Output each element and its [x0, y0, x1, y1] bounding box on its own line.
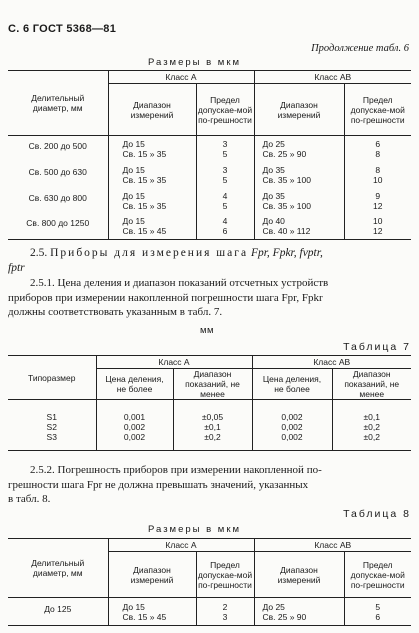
table6-range-a-line: Св. 15 » 35 [122, 174, 167, 185]
section-2-5-symbol-fptr: fptr [8, 261, 25, 274]
table6-diameter-cell: Св. 500 до 630 [28, 166, 87, 177]
paragraph-2-5-1-line: 2.5.1. Цена деления и диапазон показаний отсчетных устройств [30, 277, 329, 289]
table7-div-ab-cell: 0,002 [252, 422, 332, 432]
table7-range-a-cell: ±0,2 [173, 432, 252, 451]
table8-col-range-a: Диапазон измерений [108, 552, 196, 598]
table8-range-a-line: Св. 15 » 45 [122, 611, 167, 622]
paragraph-2-5-2 [8, 463, 411, 507]
table6-class-ab: Класс АВ [254, 71, 411, 84]
table8-limit-a-line: 2 [222, 601, 228, 612]
table6-limit-a-line: 3 [222, 164, 228, 175]
table6-range-ab-line: Св. 35 » 100 [262, 174, 311, 185]
table8-range-ab-line: До 25 [262, 601, 285, 612]
table6-range-ab-line: Св. 25 » 90 [262, 148, 307, 159]
table8-range-a-line: До 15 [122, 601, 145, 612]
table8-class-a: Класс А [108, 539, 254, 552]
table6-col-range-a: Диапазон измерений [108, 84, 196, 136]
table8-range-a-cell [108, 598, 196, 626]
table7-size-cell: S3 [8, 432, 96, 451]
table6-range-ab-cell [254, 162, 344, 188]
table6-caption: Размеры в мкм [148, 57, 242, 68]
table6-limit-a-line: 5 [222, 200, 228, 211]
table6-diameter-cell: Св. 200 до 500 [28, 140, 87, 151]
table7-caption: Таблица 7 [343, 341, 411, 353]
table6-limit-ab-line: 6 [375, 138, 381, 149]
table8-col-limit-a: Предел допускае-мой по-грешности [196, 552, 254, 598]
table7-col-size: Типоразмер [8, 356, 96, 400]
table6-class-a: Класс А [108, 71, 254, 84]
table8-range-ab-line: Св. 25 » 90 [262, 611, 307, 622]
paragraph-2-5-2-line: 2.5.2. Погрешность приборов при измерении накопленной по- [30, 464, 322, 476]
table6-range-ab-line: Св. 35 » 100 [262, 200, 311, 211]
table6-limit-a-cell [196, 162, 254, 188]
table7-range-ab-cell: ±0,2 [332, 432, 411, 451]
table7-div-ab-cell: 0,002 [252, 400, 332, 423]
table7-div-a-cell: 0,001 [96, 400, 173, 423]
table6-range-ab-line: До 35 [262, 164, 285, 175]
table6-limit-a-line: 6 [222, 226, 228, 237]
table7-row [8, 422, 411, 432]
table6-range-ab-line: До 25 [262, 138, 285, 149]
table8-limit-ab-line: 6 [375, 611, 381, 622]
paragraph-2-5-1-line: приборов при измерении накопленной погрешности шага Fpr, Fpkr [8, 291, 323, 304]
table8-caption: Размеры в мкм [148, 524, 242, 535]
table6-range-ab-cell [254, 136, 344, 162]
table6-row [8, 136, 411, 162]
table7-range-ab-cell: ±0,1 [332, 400, 411, 423]
table8-diameter-cell: До 125 [8, 598, 108, 626]
table8-col-limit-ab: Предел допускае-мой по-грешности [344, 552, 411, 598]
table6-col-diameter: Делительный диаметр, мм [8, 71, 108, 136]
table6-range-a-line: Св. 15 » 35 [122, 200, 167, 211]
table8-row [8, 598, 411, 626]
table6-range-a-line: До 15 [122, 164, 145, 175]
table7-div-a-cell: 0,002 [96, 422, 173, 432]
table6-limit-ab-cell [344, 188, 411, 214]
section-2-5-heading [8, 246, 411, 275]
table8-limit-a-cell [196, 598, 254, 626]
table6-limit-ab-line: 8 [375, 164, 381, 175]
table6-limit-a-line: 5 [222, 174, 228, 185]
page-header-ref: С. 6 ГОСТ 5368—81 [8, 23, 117, 35]
table6-limit-ab-cell [344, 136, 411, 162]
table7-class-ab: Класс АВ [252, 356, 411, 369]
table6-col-limit-a: Предел допускае-мой по-грешности [196, 84, 254, 136]
table8-limit-ab-line: 5 [375, 601, 381, 612]
table7-col-range-a: Диапазон показаний, не менее [173, 369, 252, 400]
table7-col-div-a: Цена деления, не более [96, 369, 173, 400]
table-continuation-note: Продолжение табл. 6 [311, 43, 409, 54]
table6-range-a-line: Св. 15 » 35 [122, 148, 167, 159]
table6-col-range-ab: Диапазон измерений [254, 84, 344, 136]
table6-range-a-cell [108, 162, 196, 188]
table7-range-ab-cell: ±0,2 [332, 422, 411, 432]
table6-row [8, 162, 411, 188]
table8-class-ab: Класс АВ [254, 539, 411, 552]
section-2-5-symbols: Fpr, Fpkr, fvptr, [250, 247, 323, 259]
table6-range-ab-line: Св. 40 » 112 [262, 226, 311, 237]
table6-diameter-cell: Св. 630 до 800 [28, 192, 87, 203]
table6-limit-ab-line: 9 [375, 190, 381, 201]
table6-range-ab-cell [254, 188, 344, 214]
table7-row [8, 400, 411, 423]
table6-limit-a-cell [196, 136, 254, 162]
table6-limit-a-cell [196, 214, 254, 240]
table8-caption-number: Таблица 8 [343, 508, 411, 520]
table6-col-limit-ab: Предел допускае-мой по-грешности [344, 84, 411, 136]
table6-limit-a-line: 4 [222, 190, 228, 201]
table8 [8, 538, 411, 626]
table7-range-a-cell: ±0,1 [173, 422, 252, 432]
table6 [8, 70, 411, 240]
table6-range-a-line: Св. 15 » 45 [122, 226, 167, 237]
table6-limit-a-line: 3 [222, 138, 228, 149]
table6-limit-ab-line: 10 [373, 174, 383, 185]
table6-range-a-cell [108, 136, 196, 162]
section-2-5-number: 2.5. [30, 247, 48, 259]
table6-limit-ab-line: 8 [375, 148, 381, 159]
table6-limit-a-cell [196, 188, 254, 214]
table7-class-a: Класс А [96, 356, 252, 369]
table7 [8, 355, 411, 451]
table6-limit-ab-line: 12 [373, 200, 383, 211]
table7-col-div-ab: Цена деления, не более [252, 369, 332, 400]
table7-div-ab-cell: 0,002 [252, 432, 332, 451]
table7-size-cell: S1 [46, 412, 57, 422]
table6-limit-ab-cell [344, 162, 411, 188]
table6-range-ab-line: До 40 [262, 216, 285, 227]
paragraph-2-5-2-line: в табл. 8. [8, 493, 51, 505]
paragraph-2-5-1 [8, 276, 411, 320]
table8-col-diameter: Делительный диаметр, мм [8, 539, 108, 598]
table6-limit-a-line: 4 [222, 216, 228, 227]
table6-diameter-cell: Св. 800 до 1250 [8, 214, 108, 240]
table6-row [8, 188, 411, 214]
table6-range-a-cell [108, 188, 196, 214]
table8-range-ab-cell [254, 598, 344, 626]
table6-limit-ab-line: 12 [373, 226, 383, 237]
section-2-5-title: Приборы для измерения шага [50, 247, 249, 259]
table7-unit: мм [200, 325, 215, 336]
table6-range-ab-cell [254, 214, 344, 240]
table8-col-range-ab: Диапазон измерений [254, 552, 344, 598]
table7-div-a-cell: 0,002 [96, 432, 173, 451]
table6-range-a-line: До 15 [122, 190, 145, 201]
table6-limit-a-line: 5 [222, 148, 228, 159]
table6-limit-ab-cell [344, 214, 411, 240]
table7-range-a-cell: ±0,05 [173, 400, 252, 423]
table7-row [8, 432, 411, 451]
table6-range-a-line: До 15 [122, 216, 145, 227]
table6-range-ab-line: До 35 [262, 190, 285, 201]
table6-row [8, 214, 411, 240]
paragraph-2-5-2-line: грешности шага Fpr не должна превышать значений, указанных [8, 478, 309, 491]
table6-range-a-line: До 15 [122, 138, 145, 149]
table8-limit-a-line: 3 [222, 611, 228, 622]
paragraph-2-5-1-line: должны соответствовать указанным в табл. 7. [8, 306, 223, 318]
table6-limit-ab-line: 10 [373, 216, 383, 227]
table7-size-cell: S2 [46, 422, 57, 432]
table7-col-range-ab: Диапазон показаний, не менее [332, 369, 411, 400]
table6-range-a-cell [108, 214, 196, 240]
table8-limit-ab-cell [344, 598, 411, 626]
